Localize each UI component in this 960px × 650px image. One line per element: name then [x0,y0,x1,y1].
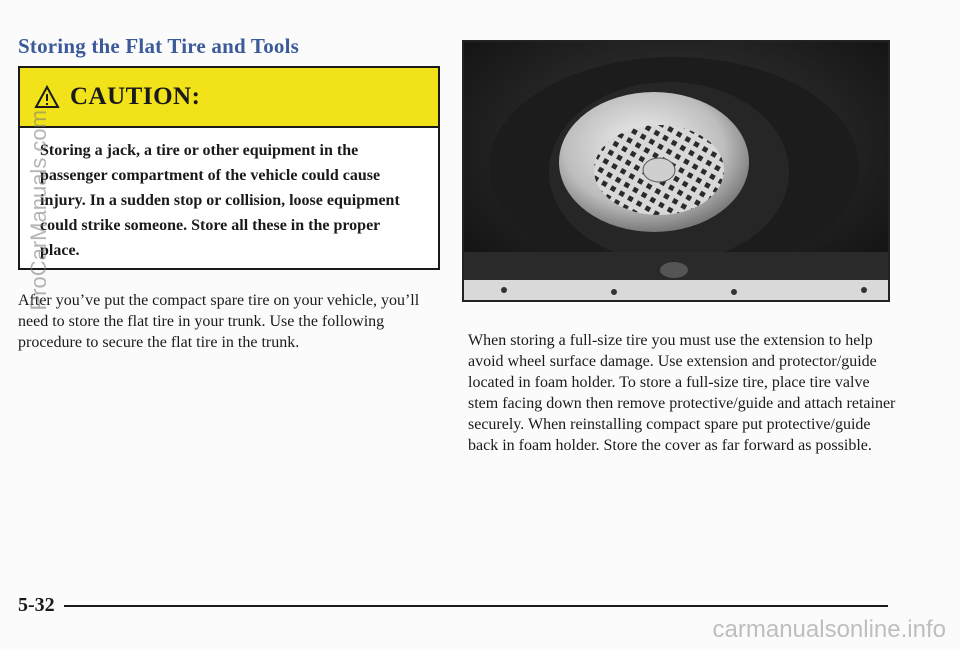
page-title: Storing the Flat Tire and Tools [18,34,300,58]
intro-paragraph: After you’ve put the compact spare tire on your vehicle, you’ll need to store the flat tire in your trunk. Use the following procedure to secure the flat tire in the trunk. [18,292,420,351]
footer-watermark: carmanualsonline.info [712,616,946,643]
caution-label: CAUTION: [70,83,201,110]
caution-header [20,68,438,128]
caution-box [18,66,440,270]
page-number: 5-32 [18,594,55,616]
warning-triangle-icon [34,85,60,109]
storage-instructions-paragraph: When storing a full-size tire you must use the extension to help avoid wheel surface damage. Use extension and protector/guide located in foam holder. To store a full-size tire, place tire valve stem facing down then remove protective/guide and attach retainer securely. When reinstalling compact spare put protective/guide back in foam holder. Store the cover as far forward as possible. [468,332,896,454]
spare-tire-photo [462,40,890,302]
side-watermark-text: ProCarManuals.com [26,110,51,311]
spare-tire-illustration [464,42,888,300]
footer-rule [64,605,888,607]
caution-text: Storing a jack, a tire or other equipment in the passenger compartment of the vehicle could cause injury. In a sudden stop or collision, loose equipment could strike someone. Store all these in the proper place. [40,142,400,259]
